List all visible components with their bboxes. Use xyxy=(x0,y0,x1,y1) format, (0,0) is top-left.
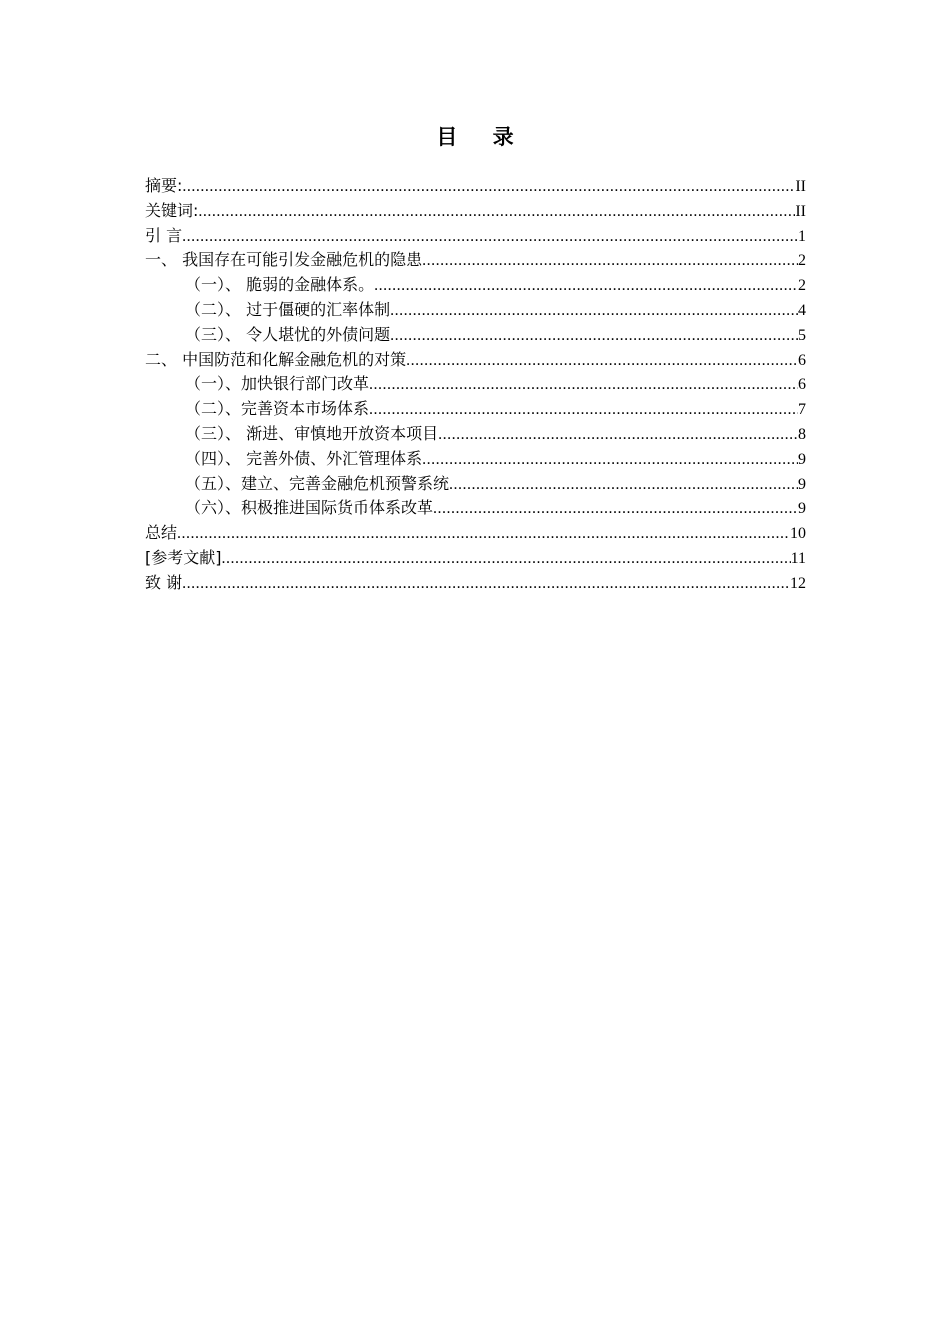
toc-entry[interactable] xyxy=(145,323,806,348)
dot-leader xyxy=(369,373,798,397)
toc-page-number: 11 xyxy=(790,549,806,567)
toc-entry-title: 总结 xyxy=(145,523,178,543)
dot-leader xyxy=(390,299,798,323)
toc-page-number: 10 xyxy=(790,525,806,543)
toc-entry[interactable] xyxy=(145,571,806,596)
page-title: 目 录 xyxy=(436,125,528,149)
toc-page-number: 2 xyxy=(798,277,806,295)
toc-entry[interactable] xyxy=(145,422,806,447)
toc-entry[interactable] xyxy=(145,397,806,422)
toc-entry-title: 致 谢 xyxy=(145,572,183,592)
toc-entry-title: （三）、 渐进、审慎地开放资本项目 xyxy=(185,423,439,443)
dot-leader xyxy=(198,200,795,224)
toc-entry[interactable] xyxy=(145,521,806,546)
toc-entry[interactable] xyxy=(145,348,806,373)
dot-leader xyxy=(406,349,798,373)
dot-leader xyxy=(369,398,798,422)
dot-leader xyxy=(182,175,795,199)
toc-page-number: 6 xyxy=(798,351,806,369)
toc-page-number: 9 xyxy=(798,500,806,518)
toc-entry[interactable] xyxy=(145,174,806,199)
toc-page-number: 7 xyxy=(798,401,806,419)
dot-leader xyxy=(177,522,790,546)
toc-page-number: II xyxy=(795,202,806,220)
toc-entry-title: （五）、建立、完善金融危机预警系统 xyxy=(185,473,450,493)
dot-leader xyxy=(433,497,798,521)
toc-entry-title: （二）、完善资本市场体系 xyxy=(185,399,370,419)
toc-entry[interactable] xyxy=(145,199,806,224)
toc-page-number: 1 xyxy=(798,227,806,245)
toc-entry[interactable] xyxy=(145,496,806,521)
toc-entry-title: [参考文献] xyxy=(145,547,222,567)
dot-leader xyxy=(182,572,790,596)
toc-page-number: 9 xyxy=(798,450,806,468)
dot-leader xyxy=(390,324,798,348)
toc-page-number: 4 xyxy=(798,301,806,319)
toc-page-number: 12 xyxy=(790,574,806,592)
toc-entry-title: （一）、 脆弱的金融体系。 xyxy=(185,275,375,295)
toc-page-number: 2 xyxy=(798,252,806,270)
toc-entry-title: （一）、加快银行部门改革 xyxy=(185,374,370,394)
toc-page-number: II xyxy=(795,178,806,195)
toc-entry-title: 关键词: xyxy=(145,200,199,220)
toc-entry-title: 引 言 xyxy=(145,225,183,245)
toc-entry-title: （二）、 过于僵硬的汇率体制 xyxy=(185,299,391,319)
toc-page-number: 5 xyxy=(798,326,806,344)
dot-leader xyxy=(222,547,791,571)
toc-page-number: 8 xyxy=(798,425,806,443)
dot-leader xyxy=(449,473,798,497)
toc-entry[interactable] xyxy=(145,546,806,571)
toc-page-number: 9 xyxy=(798,475,806,493)
toc-entry[interactable] xyxy=(145,472,806,497)
toc-entry-title: 一、 我国存在可能引发金融危机的隐患 xyxy=(145,250,423,270)
toc-entry[interactable] xyxy=(145,298,806,323)
dot-leader xyxy=(422,249,798,273)
toc-entry-title: （四）、 完善外债、外汇管理体系 xyxy=(185,448,423,468)
toc-entry-title: 摘要: xyxy=(145,176,183,195)
toc-entry[interactable] xyxy=(145,372,806,397)
dot-leader xyxy=(438,423,798,447)
toc-entry-title: （六）、积极推进国际货币体系改革 xyxy=(185,498,434,518)
table-of-contents xyxy=(145,174,806,596)
toc-entry[interactable] xyxy=(145,273,806,298)
toc-entry-title: （三）、 令人堪忧的外债问题 xyxy=(185,324,391,344)
toc-entry[interactable] xyxy=(145,224,806,249)
dot-leader xyxy=(422,448,798,472)
dot-leader xyxy=(374,274,798,298)
toc-page-number: 6 xyxy=(798,376,806,394)
dot-leader xyxy=(182,225,798,249)
toc-entry[interactable] xyxy=(145,248,806,273)
toc-entry-title: 二、 中国防范和化解金融危机的对策 xyxy=(145,349,407,369)
toc-entry[interactable] xyxy=(145,447,806,472)
